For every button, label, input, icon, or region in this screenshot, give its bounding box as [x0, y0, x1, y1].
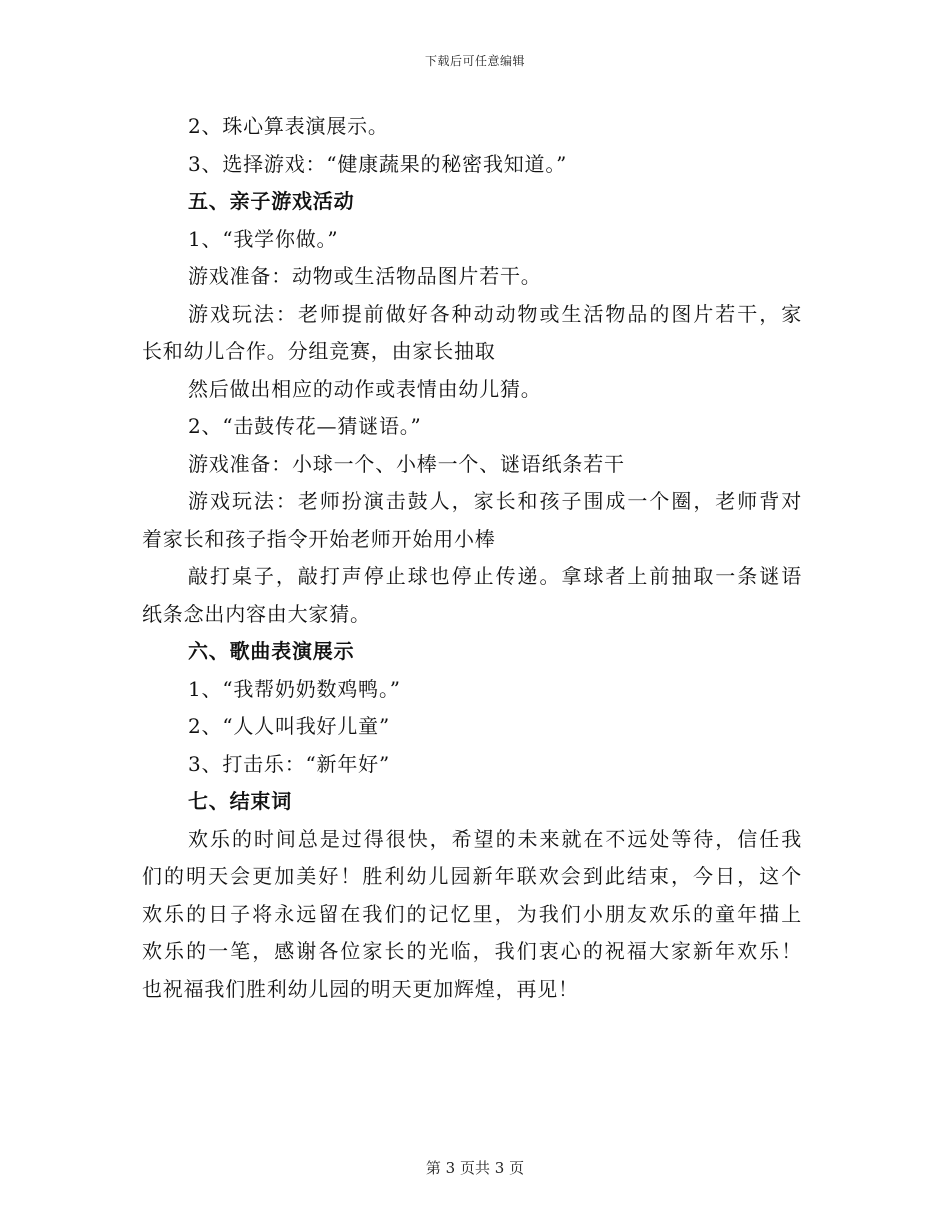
paragraph-line: 3、选择游戏：“健康蔬果的秘密我知道。”: [188, 151, 568, 176]
section-heading: 五、亲子游戏活动: [188, 189, 355, 213]
paragraph-line: 2、“击鼓传花—猜谜语。”: [188, 414, 422, 438]
paragraph-line: 1、“我帮奶奶数鸡鸭。”: [188, 676, 401, 701]
paragraph-line: 着家长和孩子指令开始老师开始用小棒: [142, 526, 496, 551]
paragraph-line: 游戏玩法：老师扮演击鼓人，家长和孩子围成一个圈，老师背对: [188, 489, 802, 513]
paragraph-line: 2、“人人叫我好儿童”: [188, 714, 390, 738]
paragraph-line: 也祝福我们胜利幼儿园的明天更加辉煌，再见！: [142, 976, 579, 1001]
section-heading: 七、结束词: [188, 789, 292, 813]
paragraph-line: 游戏准备：动物或生活物品图片若干。: [188, 264, 542, 288]
page-number-footer: 第 3 页共 3 页: [425, 1159, 525, 1177]
paragraph-line: 游戏准备：小球一个、小棒一个、谜语纸条若干: [188, 451, 625, 476]
paragraph-line: 3、打击乐：“新年好”: [188, 751, 390, 776]
document-body: [142, 108, 802, 1008]
paragraph-line: 2、珠心算表演展示。: [188, 114, 389, 138]
paragraph-line: 欢乐的时间总是过得很快，希望的未来就在不远处等待，信任我: [188, 826, 802, 851]
paragraph-line: 敲打桌子，敲打声停止球也停止传递。拿球者上前抽取一条谜语: [188, 564, 802, 588]
paragraph-line: 欢乐的日子将永远留在我们的记忆里，为我们小朋友欢乐的童年描上: [142, 901, 802, 926]
paragraph-line: 1、“我学你做。”: [188, 226, 339, 251]
page-header: 下载后可任意编辑: [424, 54, 525, 68]
paragraph-line: 欢乐的一笔，感谢各位家长的光临，我们衷心的祝福大家新年欢乐！: [142, 939, 802, 963]
section-heading: 六、歌曲表演展示: [188, 639, 355, 663]
paragraph-line: 长和幼儿合作。分组竞赛，由家长抽取: [142, 339, 496, 363]
paragraph-line: 游戏玩法：老师提前做好各种动动物或生活物品的图片若干，家: [188, 301, 802, 326]
paragraph-line: 们的明天会更加美好！胜利幼儿园新年联欢会到此结束，今日，这个: [142, 864, 802, 888]
paragraph-line: 然后做出相应的动作或表情由幼儿猜。: [188, 376, 542, 401]
paragraph-line: 纸条念出内容由大家猜。: [142, 601, 371, 626]
